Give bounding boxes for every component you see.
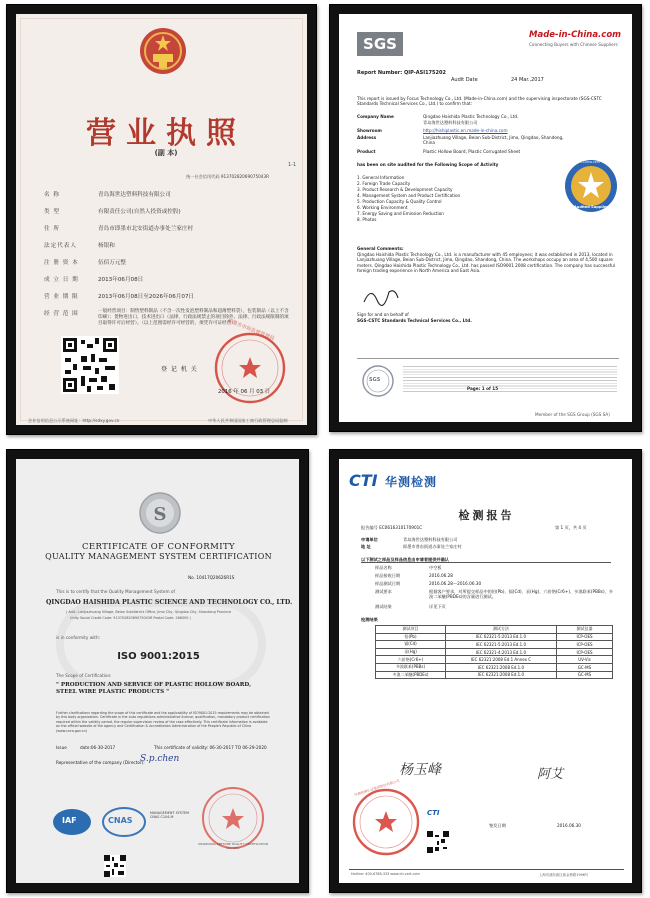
cti-seal-logo: CTI bbox=[427, 809, 440, 817]
cnas-caption: MANAGEMENT SYSTEM CNAS C104-M bbox=[150, 811, 190, 820]
table-cell: GC-MS bbox=[557, 671, 613, 679]
field-label: 法定代表人 bbox=[44, 243, 77, 249]
cti-logo-cn: 华测检测 bbox=[385, 475, 438, 489]
badge-top-text: Made-in-China.com bbox=[569, 160, 600, 164]
field-label: 经 营 范 围 bbox=[44, 311, 79, 317]
table-cell: IEC 62321-4:2013 Ed.1.0 bbox=[446, 648, 557, 656]
cti-applicant-label: 申请单位 bbox=[361, 537, 378, 542]
sgs-small-logo: SGS bbox=[369, 377, 381, 383]
table-cell: GC-MS bbox=[557, 663, 613, 671]
cti-report bbox=[339, 459, 632, 883]
sgs-scope-item: 5. Production Capacity & Quality Control bbox=[357, 199, 442, 204]
cti-seal-text: 华测检测认证集团股份有限公司 bbox=[353, 778, 401, 798]
sgs-scope-item: 6. Working Environment bbox=[357, 205, 408, 210]
made-in-china-logo: Made-in-China.com bbox=[529, 30, 622, 40]
license-subtitle: (副 本) bbox=[154, 149, 178, 157]
cti-footer-right: 上海市浦东新区新金桥路1996号 bbox=[539, 873, 589, 877]
field-label: 注 册 资 本 bbox=[44, 260, 79, 266]
sgs-field-label: Company Name bbox=[357, 114, 394, 119]
cti-date: 2016.06.30 bbox=[557, 823, 581, 828]
license-field-term bbox=[44, 292, 194, 300]
qms-title-2: QUALITY MANAGEMENT SYSTEM CERTIFICATION bbox=[45, 552, 272, 561]
sgs-field-value: Qingdao Haishida Plastic Technology Co., Ltd. bbox=[423, 114, 519, 119]
sgs-field-value: 青岛海世达塑料科技有限公司 bbox=[423, 120, 478, 125]
svg-text:S: S bbox=[153, 504, 167, 525]
field-value: 杨银和 bbox=[98, 243, 115, 249]
sgs-field-label: Product bbox=[357, 149, 376, 154]
table-cell: 六价铬(Cr6+) bbox=[376, 656, 446, 664]
field-value: 伍佰万元整 bbox=[98, 260, 126, 266]
sgs-showroom-link[interactable]: http://hishiplastic.en.made-in-china.com bbox=[423, 128, 508, 133]
sgs-scope-item: 8. Photos bbox=[357, 217, 377, 222]
sgs-audited-line: has been on site audited for the Following Scope of Activity bbox=[357, 162, 499, 167]
license-seal-text: 即墨市市场监督管理局 bbox=[226, 317, 276, 343]
license-title: 营业执照 bbox=[86, 116, 246, 151]
qms-qr-code-icon bbox=[104, 855, 126, 877]
cti-qr-code-icon bbox=[427, 831, 449, 853]
sgs-scope-item: 1. General Information bbox=[357, 175, 405, 180]
sgs-field-label: Showroom bbox=[357, 128, 382, 133]
cti-sample-label: 样品接收日期 bbox=[375, 573, 401, 578]
sgs-field-value: Lanjiazhuang Village, Beian Sub-District, Jimo, Qingdao, Shandong, China bbox=[423, 135, 564, 146]
sgs-audit-date: 24 Mar.,2017 bbox=[511, 77, 544, 83]
sgs-report-number: Report Number: QIP-ASI175202 bbox=[357, 70, 446, 76]
cti-sample-value: 中空板 bbox=[429, 565, 442, 570]
field-label: 类 型 bbox=[44, 209, 60, 215]
sgs-scope-item: 3. Product Research & Development Capacity bbox=[357, 187, 453, 192]
cti-signature-1: 杨玉峰 bbox=[399, 762, 441, 778]
cti-signature-2: 阿艾 bbox=[537, 767, 564, 782]
cti-applicant: 青岛海世达塑料科技有限公司 bbox=[403, 537, 458, 542]
qms-scope: " PRODUCTION AND SERVICE OF PLASTIC HOLLOW BOARD, STEEL WIRE PLASTIC PRODUCTS " bbox=[56, 682, 252, 696]
qms-standard: ISO 9001:2015 bbox=[117, 651, 200, 662]
sgs-sign-line-2: SGS-CSTC Standards Technical Services Co., Ltd. bbox=[357, 318, 472, 323]
license-field-scope bbox=[44, 309, 304, 327]
cti-report-frame bbox=[329, 449, 642, 893]
table-cell: IEC 62321-5:2013 Ed.1.0 bbox=[446, 641, 557, 649]
qms-company: QINGDAO HAISHIDA PLASTIC SCIENCE AND TECHNOLOGY CO., LTD. bbox=[46, 599, 293, 606]
table-row bbox=[376, 671, 613, 679]
license-credit-code: 统一社会信用代码 91370282069075043R bbox=[186, 174, 270, 179]
sgs-comments-title: General Comments: bbox=[357, 246, 404, 251]
table-cell: 多溴二苯醚(PBDEs) bbox=[376, 671, 446, 679]
table-header-row bbox=[376, 626, 613, 634]
sgs-sign-line-1: Sign for and on behalf of bbox=[357, 312, 409, 317]
sgs-report-frame bbox=[329, 4, 642, 432]
cti-sample-label: 样品测试日期 bbox=[375, 581, 401, 586]
license-footer-left: 企业信用信息公示系统网址：http://sdxy.gov.cn bbox=[28, 418, 120, 423]
cti-sample-info: 以下测试之样品及样品信息由申请者提供并确认 bbox=[361, 557, 611, 563]
iaf-logo-text: IAF bbox=[62, 816, 77, 825]
sgs-intro: This report is issued by Focus Technology Co., Ltd. (Made-in-China.com) and the supervising inspectorate (SGS-CSTC Standards Technical Services Co., Ltd.) to confirm that: bbox=[357, 96, 602, 107]
cti-footer-left: Hotline: 400-6788-333 www.cti-cert.com bbox=[351, 872, 420, 876]
qms-issue-label: Issue bbox=[56, 745, 67, 750]
qms-signature: S.p.chen bbox=[140, 754, 180, 764]
table-header-cell: 测试仪器 bbox=[557, 626, 613, 634]
field-label: 名 称 bbox=[44, 192, 60, 198]
field-value: 2013年06月08日 bbox=[98, 277, 144, 283]
sgs-comments: Qingdao Haishida Plastic Technology Co., Ltd. is a manufacturer with 45 employees; it was established in 2013, located in Lanjiazhuang Village, Beian Sub-District, Jimo, Qingdao, Shandong, China. The workshops occupy an area of 4,500 square meters. Qingdao Haishida Plastic Technology Co., Ltd. has passed ISO9001 2008 certification. The company has successful foreign trading experience in North America and East Asia. bbox=[357, 252, 615, 274]
business-license-frame bbox=[6, 4, 317, 435]
cti-report-number: 报告编号 EC0616310170901C bbox=[361, 525, 423, 530]
qms-note: Further clarifications regarding the scope of this certificate and the applicability of ISO9001:2015 requirements may be obtained by this body organization. Certificate in the auto regulations administrative license, qualification, mandatory product certification required within the validity period, the regular supervision review of the case effectively. This certificate information is available on the official website of the agency and Certification & Accreditation Administration of the People's Republic of China (www.cnca.gov.cn) bbox=[56, 711, 270, 733]
made-in-china-tagline: Connecting Buyers with Chinese Suppliers bbox=[529, 42, 618, 47]
table-row bbox=[376, 656, 613, 664]
license-field-name bbox=[44, 190, 171, 198]
sgs-field-label: Address bbox=[357, 135, 377, 140]
cti-logo: CTI bbox=[349, 471, 378, 490]
sgs-fine-print bbox=[403, 364, 617, 394]
qms-certificate bbox=[16, 459, 299, 883]
table-header-cell: 测试项目 bbox=[376, 626, 446, 634]
field-value: 2013年06月08日至2026年06月07日 bbox=[98, 294, 195, 300]
sgs-scope-item: 7. Energy Saving and Emission Reduction bbox=[357, 211, 444, 216]
qms-representative: Representative of the company (Director): bbox=[56, 760, 145, 765]
table-cell: IEC 62321:2008 Ed.1.0 bbox=[446, 671, 557, 679]
field-label: 住 所 bbox=[44, 226, 60, 232]
sgs-scope-item: 4. Management System and Product Certification bbox=[357, 193, 461, 198]
sgs-footer: Member of the SGS Group (SGS SA) bbox=[535, 412, 610, 417]
cti-report-title: 检测报告 bbox=[458, 509, 515, 522]
national-emblem-icon bbox=[138, 26, 188, 76]
license-field-established bbox=[44, 275, 143, 283]
table-row bbox=[376, 663, 613, 671]
license-date: 2016 年 06 月 03 日 bbox=[218, 389, 271, 395]
table-row bbox=[376, 641, 613, 649]
license-field-representative bbox=[44, 241, 115, 249]
certifier-logo-icon bbox=[138, 491, 182, 535]
cti-sample-value: 根据客户要求，对所提交样品中的铅(Pb)、镉(Cd)、汞(Hg)、六价铬(Cr6+)、多溴联苯(PBBs)、多溴二苯醚(PBDEs)的含量进行测试。 bbox=[429, 589, 613, 600]
signature-mark bbox=[361, 282, 401, 310]
table-cell: IEC 62321:2008 Ed.1 Annex C bbox=[446, 656, 557, 664]
qms-cert-number: No. 10417Q20626R1S bbox=[188, 575, 235, 580]
field-value: 青岛海世达塑料科技有限公司 bbox=[98, 192, 171, 198]
cti-red-seal-stamp bbox=[351, 787, 421, 857]
qms-validity: This certificate of validity: 06-30-2017 TO 06-29-2020 bbox=[154, 745, 267, 750]
license-registry: 登 记 机 关 bbox=[161, 366, 198, 373]
cti-address: 即墨市普东街道办事处兰家庄村 bbox=[403, 544, 462, 549]
cti-approver-label: 签发日期 bbox=[489, 823, 506, 828]
badge-bottom-text: Audited Supplier bbox=[574, 205, 609, 209]
license-field-address bbox=[44, 224, 193, 232]
qms-seal-text: SHANDONG SEETONE QUALITY CERTIFICATION CO., LTD. bbox=[198, 842, 268, 850]
license-footer-right: 中华人民共和国国家工商行政管理总局监制 bbox=[208, 418, 288, 423]
license-field-capital bbox=[44, 258, 126, 266]
license-field-type bbox=[44, 207, 181, 215]
field-value: 有限责任公司(自然人投资或控股) bbox=[98, 209, 181, 215]
sgs-page-number: Page: 1 of 15 bbox=[467, 386, 499, 391]
qms-certificate-frame bbox=[6, 449, 309, 893]
table-cell: ICP-OES bbox=[557, 641, 613, 649]
qr-code-icon bbox=[61, 336, 119, 394]
table-row bbox=[376, 648, 613, 656]
qms-scope-label: The Scope of Certification: bbox=[56, 673, 112, 678]
cti-footer-bar bbox=[349, 869, 624, 870]
qms-conform-line: is in conformity with: bbox=[56, 635, 101, 640]
table-cell: IEC 62321-5:2013 Ed.1.0 bbox=[446, 633, 557, 641]
field-value: 青岛市即墨市北安街道办事处兰家庄村 bbox=[98, 226, 194, 232]
qms-address: ( Add.: Lanjiazhuang Village, Beian Subdistrict Office, Jimo City, Qingdao City, Shandong Province bbox=[66, 610, 232, 614]
sgs-scope-item: 2. Foreign Trade Capacity bbox=[357, 181, 411, 186]
qms-certify-line: This is to certify that the Quality Management System of bbox=[56, 589, 175, 594]
table-cell: 镉(Cd) bbox=[376, 641, 446, 649]
field-value: 一般经营项目：制售塑料制品（不含一次性发泡塑料制品和超薄塑料袋），包装制品（以上不含印刷）；货物进出口，技术进出口（法律、行政法规禁止的项目除外，法律、行政法规限制的项目取得许可后经营）。（以上范围需经许可经营的，须凭许可证经营） bbox=[98, 309, 289, 326]
table-cell: 多溴联苯(PBBs) bbox=[376, 663, 446, 671]
cti-sample-value: 详见下页 bbox=[429, 604, 446, 609]
table-cell: 汞(Hg) bbox=[376, 648, 446, 656]
qms-issue-date: date:06-30-2017 bbox=[80, 745, 116, 750]
cti-table-title: 检测结果 bbox=[361, 617, 378, 622]
qms-title-1: CERTIFICATE OF CONFORMITY bbox=[81, 542, 236, 552]
sgs-field-value: Plastic Hollow Board, Plastic Corrugated Sheet bbox=[423, 149, 521, 154]
cnas-logo-text: CNAS bbox=[108, 816, 133, 825]
table-cell: ICP-OES bbox=[557, 633, 613, 641]
table-header-cell: 测试方法 bbox=[446, 626, 557, 634]
table-cell: 铅(Pb) bbox=[376, 633, 446, 641]
cti-sample-value: 2016.06.28 bbox=[429, 573, 453, 578]
sgs-audit-date-label: Audit Date bbox=[451, 77, 478, 83]
qms-code: Unity Social Credit Code: 91370282069075043R Postal Code: 266000 ) bbox=[70, 616, 191, 620]
table-cell: UV-Vis bbox=[557, 656, 613, 664]
sgs-report bbox=[339, 14, 632, 422]
cti-address-label: 地 址 bbox=[361, 544, 371, 549]
sgs-logo: SGS bbox=[357, 32, 403, 56]
table-row bbox=[376, 633, 613, 641]
business-license bbox=[16, 14, 307, 425]
table-cell: ICP-OES bbox=[557, 648, 613, 656]
cti-results-table bbox=[375, 625, 613, 679]
field-label: 成 立 日 期 bbox=[44, 277, 79, 283]
field-label: 营 业 期 限 bbox=[44, 294, 79, 300]
cti-sample-value: 2016.06.28～2016.06.30 bbox=[429, 581, 482, 586]
license-copy-no: 1-1 bbox=[288, 162, 297, 168]
table-cell: IEC 62321:2008 Ed.1.0 bbox=[446, 663, 557, 671]
cti-sample-label: 测试结果 bbox=[375, 604, 392, 609]
cti-sample-label: 样品名称 bbox=[375, 565, 392, 570]
cti-page-number: 第 1 页，共 4 页 bbox=[555, 525, 587, 530]
cti-sample-label: 测试要求 bbox=[375, 589, 392, 594]
